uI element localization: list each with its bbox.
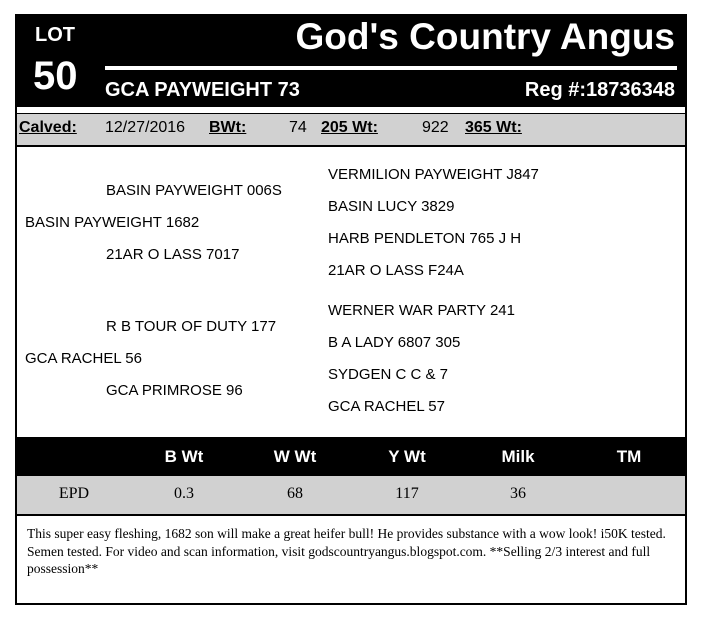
pedigree-dam: GCA RACHEL 56 — [25, 350, 142, 367]
pedigree-sire: BASIN PAYWEIGHT 1682 — [25, 214, 200, 231]
pedigree-sire-dam: 21AR O LASS 7017 — [106, 246, 240, 263]
bwt-label: BWt: — [209, 119, 247, 136]
epd-header-row — [17, 437, 685, 476]
pedigree-sdd: 21AR O LASS F24A — [328, 262, 464, 279]
epd-value-bwt: 0.3 — [174, 485, 194, 502]
epd-value-ywt: 117 — [395, 485, 419, 502]
lot-description: This super easy fleshing, 1682 son will make a great heifer bull! He provides substance with a wow look! i50K tested. Semen tested. For video and scan information, visit godscountryangus.blogspot.com. **Selling 2/3 interest and full possession** — [27, 526, 666, 576]
lot-label: LOT — [35, 24, 75, 46]
epd-row-label: EPD — [58, 485, 90, 502]
lot-number: 50 — [33, 54, 78, 98]
pedigree-dam-sire: R B TOUR OF DUTY 177 — [106, 318, 277, 335]
lot-card — [15, 14, 687, 605]
calved-label: Calved: — [19, 119, 77, 136]
calved-date: 12/27/2016 — [105, 119, 186, 136]
epd-header-milk: Milk — [501, 447, 535, 466]
bwt-value: 74 — [289, 119, 307, 136]
epd-value-milk: 36 — [510, 485, 526, 502]
pedigree-dds: SYDGEN C C & 7 — [328, 366, 449, 383]
animal-name: GCA PAYWEIGHT 73 — [105, 79, 300, 101]
pedigree-sss: VERMILION PAYWEIGHT J847 — [328, 166, 539, 183]
pedigree — [17, 147, 685, 435]
epd-value-wwt: 68 — [287, 485, 303, 502]
epd-values-row — [17, 476, 685, 516]
pedigree-sire-sire: BASIN PAYWEIGHT 006S — [106, 182, 282, 199]
pedigree-ssd: BASIN LUCY 3829 — [328, 198, 455, 215]
pedigree-dsd: B A LADY 6807 305 — [328, 334, 461, 351]
epd-header-bwt: B Wt — [164, 447, 204, 466]
wt205-label: 205 Wt: — [321, 119, 378, 136]
birth-stats-bar — [17, 113, 685, 147]
epd-header-wwt: W Wt — [273, 447, 317, 466]
pedigree-ddd: GCA RACHEL 57 — [328, 398, 445, 415]
epd-header-ywt: Y Wt — [388, 447, 426, 466]
pedigree-sds: HARB PENDLETON 765 J H — [328, 230, 522, 247]
pedigree-dss: WERNER WAR PARTY 241 — [328, 302, 515, 319]
registration-number: Reg #:18736348 — [524, 79, 675, 101]
farm-name: God's Country Angus — [295, 16, 675, 57]
header-divider — [105, 66, 677, 70]
epd-header-tm: TM — [616, 447, 642, 466]
wt205-value: 922 — [422, 119, 449, 136]
wt365-label: 365 Wt: — [465, 119, 522, 136]
pedigree-dam-dam: GCA PRIMROSE 96 — [106, 382, 243, 399]
lot-header — [17, 16, 685, 107]
